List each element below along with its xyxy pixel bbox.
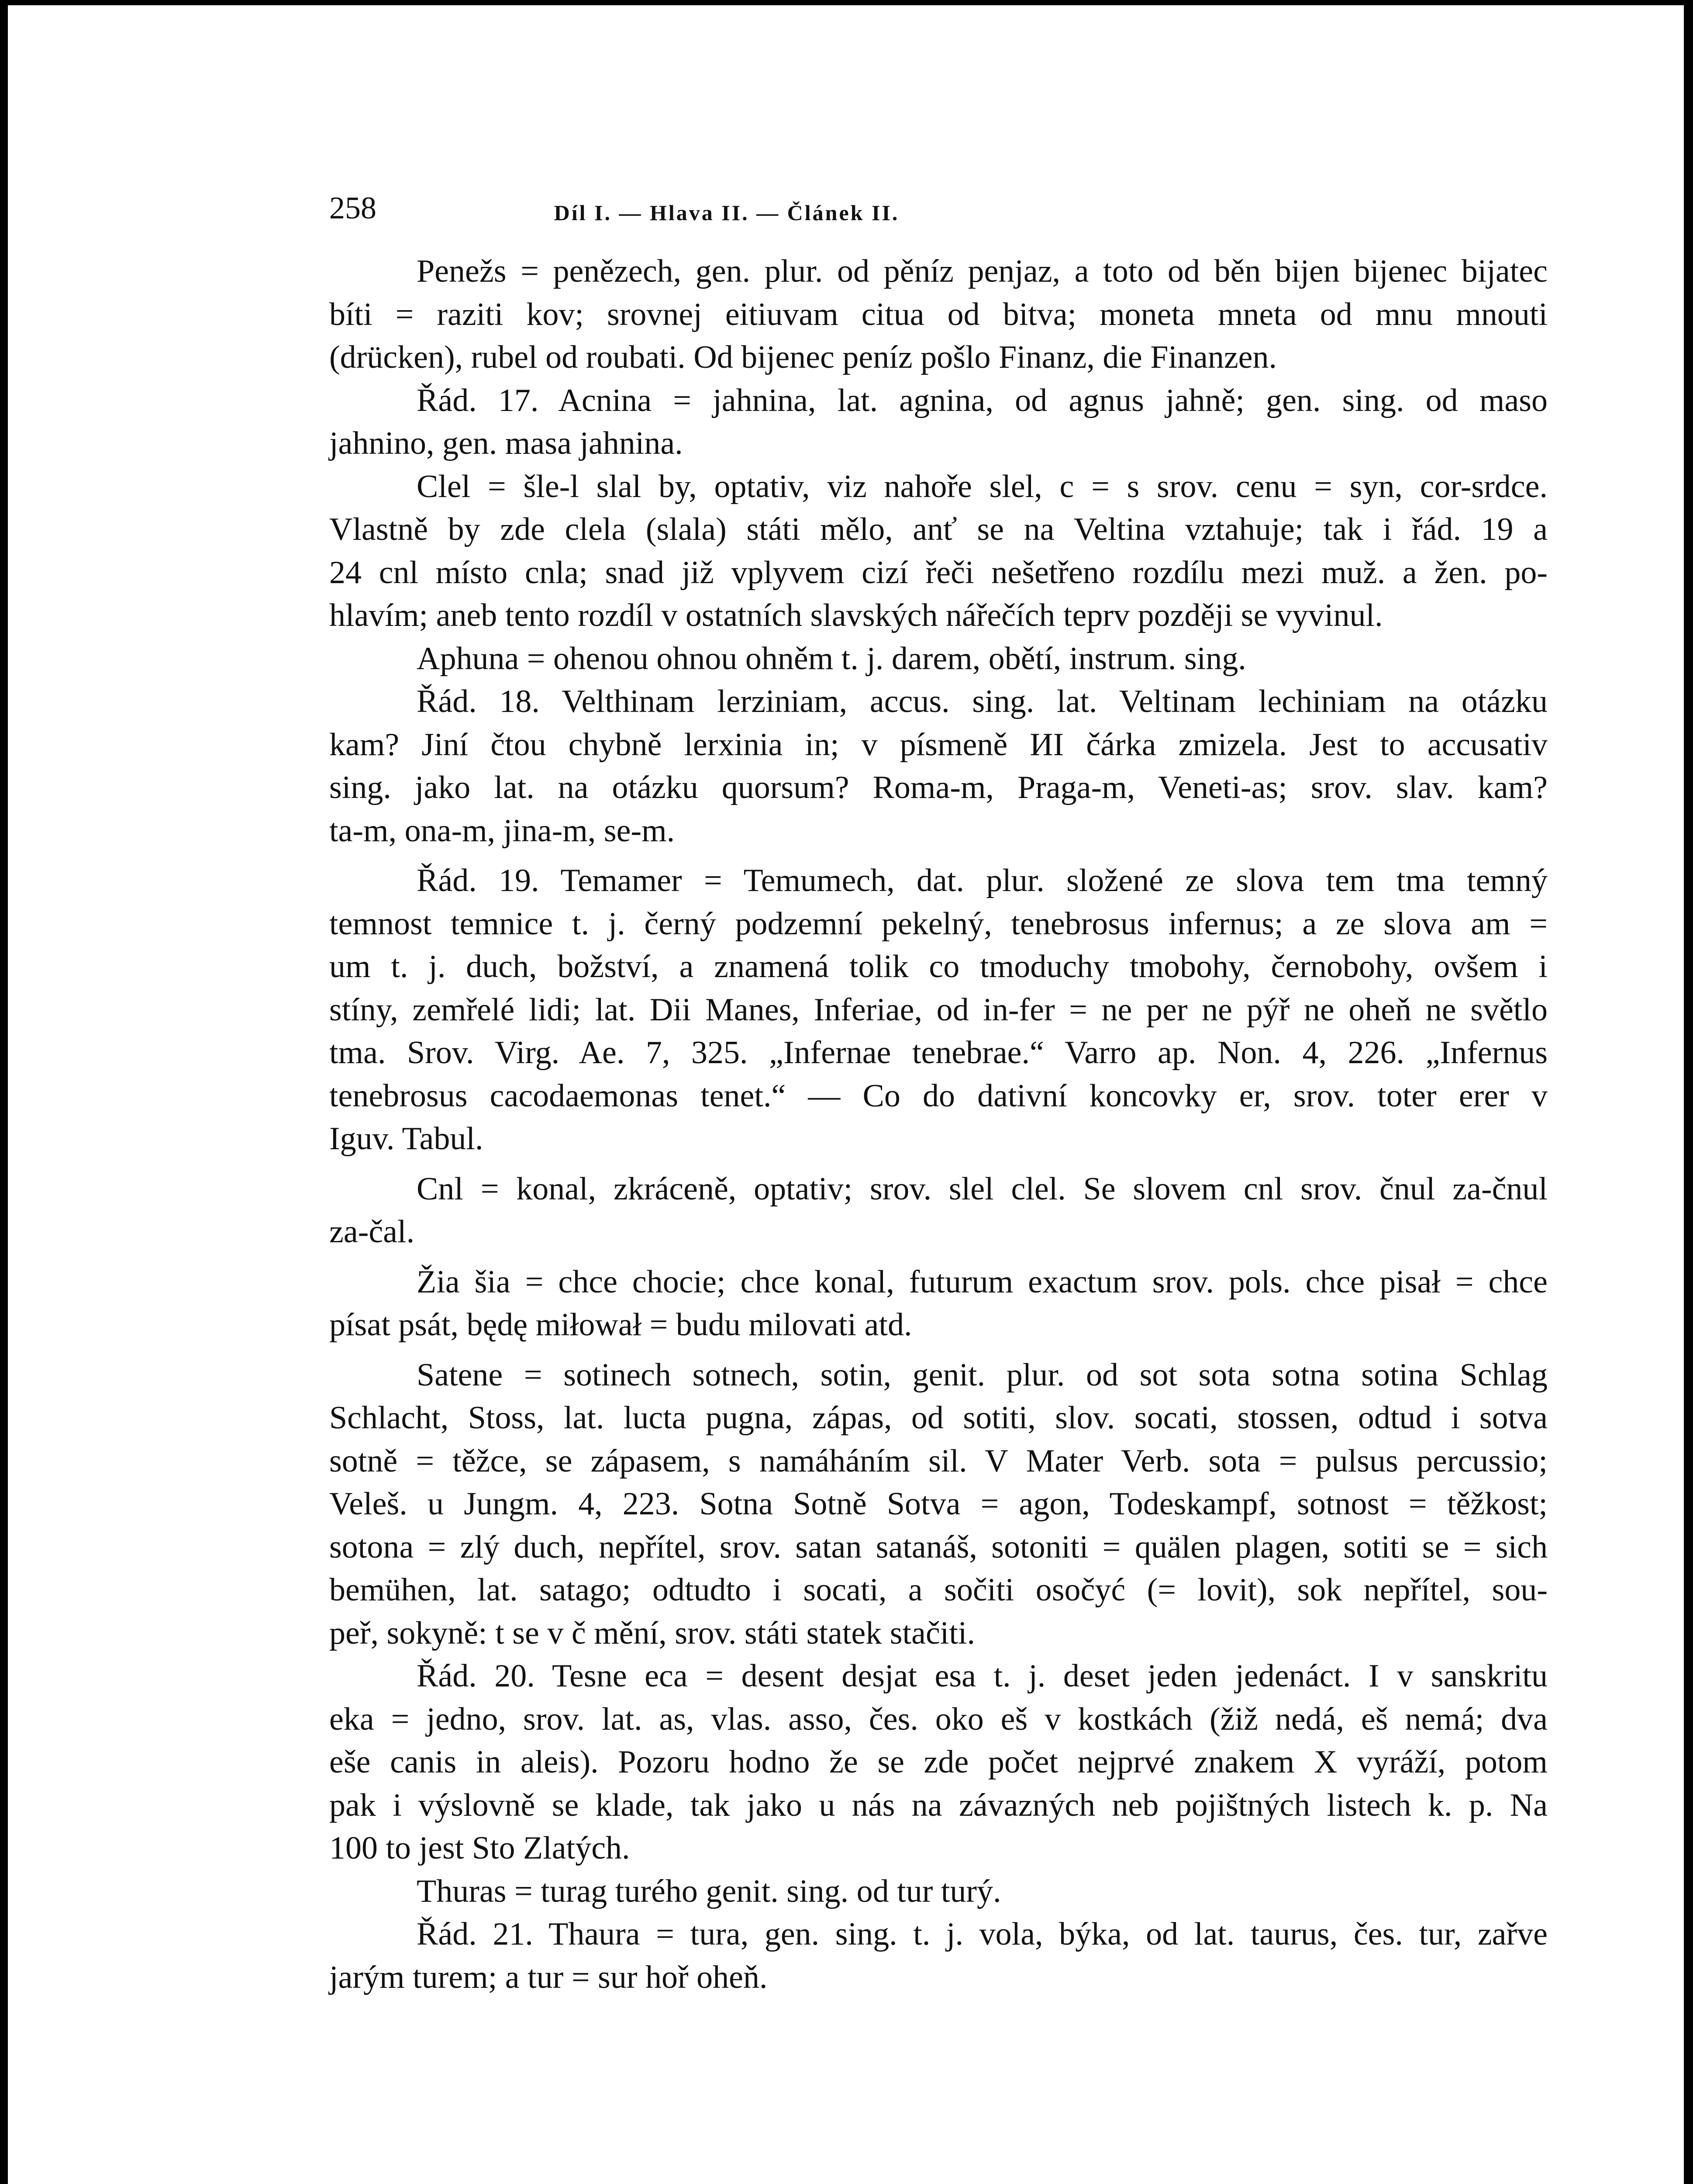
text-line: jahnino, gen. masa jahnina.	[329, 425, 683, 461]
entry-zia	[329, 1261, 1548, 1347]
spacer	[329, 1347, 1548, 1354]
spacer	[329, 1254, 1548, 1261]
page-body	[329, 250, 1548, 1999]
text-line: sotně = těžce, se zápasem, s namáháním sil. V Mater Verb. sota = pulsus percussio;	[329, 1443, 1548, 1479]
running-title: Díl I. — Hlava II. — Článek II.	[554, 200, 900, 225]
page-header	[329, 180, 1124, 259]
text-line: stíny, zemřelé lidi; lat. Dii Manes, Inferiae, od in-fer = ne per ne pýř ne oheň ne světlo	[329, 992, 1548, 1028]
text-line: Penežs = penězech, gen. plur. od pěníz penjaz, a toto od běn bijen bijenec bijatec	[417, 253, 1548, 289]
entry-thuras	[329, 1870, 1548, 1913]
text-line: um t. j. duch, božství, a znamená tolik co tmoduchy tmobohy, černobohy, ovšem i	[329, 949, 1548, 985]
entry-rad-17	[329, 379, 1548, 465]
entry-satene	[329, 1354, 1548, 1655]
text-line: Aphuna = ohenou ohnou ohněm t. j. darem, obětí, instrum. sing.	[417, 640, 1246, 677]
text-line: tma. Srov. Virg. Ae. 7, 325. „Infernae tenebrae.“ Varro ap. Non. 4, 226. „Infernus	[329, 1035, 1548, 1071]
text-line: bemühen, lat. satago; odtudto i socati, a sočiti osočyć (= lovit), sok nepřítel, sou-	[329, 1572, 1548, 1608]
text-line: písat psát, będę miłował = budu milovati atd.	[329, 1307, 912, 1343]
entry-rad-20	[329, 1655, 1548, 1870]
text-line: temnost temnice t. j. černý podzemní pekelný, tenebrosus infernus; a ze slova am =	[329, 905, 1548, 942]
text-line: ta-m, ona-m, jina-m, se-m.	[329, 812, 675, 849]
text-line: Řád. 18. Velthinam lerziniam, accus. sing. lat. Veltinam lechiniam na otázku	[417, 684, 1548, 719]
text-line: za-čal.	[329, 1214, 415, 1250]
text-line: Žia šia = chce chocie; chce konal, futurum exactum srov. pols. chce pisał = chce	[417, 1264, 1548, 1300]
text-line: Schlacht, Stoss, lat. lucta pugna, zápas, od sotiti, slov. socati, stossen, odtud i sotva	[329, 1400, 1548, 1436]
text-line: Clel = šle-l slal by, optativ, viz nahoře slel, c = s srov. cenu = syn, cor-srdce.	[417, 468, 1548, 505]
text-line: Iguv. Tabul.	[329, 1121, 483, 1157]
text-line: Řád. 20. Tesne eca = desent desjat esa t. j. deset jeden jedenáct. I v sanskritu	[417, 1658, 1548, 1694]
text-line: Řád. 17. Acnina = jahnina, lat. agnina, od agnus jahně; gen. sing. od maso	[417, 382, 1548, 418]
text-line: jarým turem; a tur = sur hoř oheň.	[329, 1959, 768, 1995]
entry-rad-18	[329, 680, 1548, 852]
book-page	[8, 5, 1684, 2184]
text-line: pak i výslovně se klade, tak jako u nás na závazných neb pojištných listech k. p. Na	[329, 1787, 1548, 1823]
entry-cnl	[329, 1168, 1548, 1254]
text-line: Satene = sotinech sotnech, sotin, genit. plur. od sot sota sotna sotina Schlag	[417, 1357, 1548, 1393]
text-line: Vlastně by zde clela (slala) státi mělo, anť se na Veltina vztahuje; tak i řád. 19 a	[329, 511, 1548, 547]
text-line: Cnl = konal, zkráceně, optativ; srov. slel clel. Se slovem cnl srov. čnul za-čnul	[417, 1171, 1548, 1207]
text-line: kam? Jiní čtou chybně lerxinia in; v písmeně ИI čárka zmizela. Jest to accusativ	[329, 726, 1548, 763]
text-line: 24 cnl místo cnla; snad již vplyvem cizí řeči nešetřeno rozdílu mezi muž. a žen. po-	[329, 554, 1548, 591]
text-line: tenebrosus cacodaemonas tenet.“ — Co do dativní koncovky er, srov. toter erer v	[329, 1078, 1548, 1114]
entry-rad-21	[329, 1913, 1548, 1999]
page-number: 258	[329, 190, 376, 225]
text-line: sing. jako lat. na otázku quorsum? Roma-m, Praga-m, Veneti-as; srov. slav. kam?	[329, 770, 1548, 805]
text-line: peř, sokyně: t se v č mění, srov. státi statek stačiti.	[329, 1615, 975, 1651]
text-line: (drücken), rubel od roubati. Od bijenec peníz pošlo Finanz, die Finanzen.	[329, 339, 1277, 375]
spacer	[329, 852, 1548, 859]
entry-rad-19	[329, 859, 1548, 1161]
text-line: Veleš. u Jungm. 4, 223. Sotna Sotně Sotva = agon, Todeskampf, sotnost = těžkost;	[329, 1486, 1548, 1522]
entry-clel	[329, 465, 1548, 637]
text-line: Thuras = turag turého genit. sing. od tur turý.	[417, 1873, 1001, 1909]
spacer	[329, 1161, 1548, 1168]
entry-penezs	[329, 250, 1548, 379]
text-line: hlavím; aneb tento rozdíl v ostatních slavských nářečích teprv později se vyvinul.	[329, 598, 1383, 633]
text-line: Řád. 19. Temamer = Temumech, dat. plur. složené ze slova tem tma temný	[417, 863, 1548, 898]
text-line: bíti = raziti kov; srovnej eitiuvam citua od bitva; moneta mneta od mnu mnouti	[329, 296, 1548, 332]
text-line: 100 to jest Sto Zlatých.	[329, 1830, 630, 1866]
text-line: eka = jedno, srov. lat. as, vlas. asso, čes. oko eš v kostkách (žiž nedá, eš nemá; dva	[329, 1701, 1548, 1737]
entry-aphuna	[329, 637, 1548, 681]
text-line: sotona = zlý duch, nepřítel, srov. satan satanáš, sotoniti = quälen plagen, sotiti se = sich	[329, 1529, 1548, 1565]
text-line: Řád. 21. Thaura = tura, gen. sing. t. j. vola, býka, od lat. taurus, čes. tur, zařve	[417, 1916, 1548, 1952]
text-line: eše canis in aleis). Pozoru hodno že se zde počet nejprvé znakem X vyráží, potom	[329, 1744, 1548, 1780]
